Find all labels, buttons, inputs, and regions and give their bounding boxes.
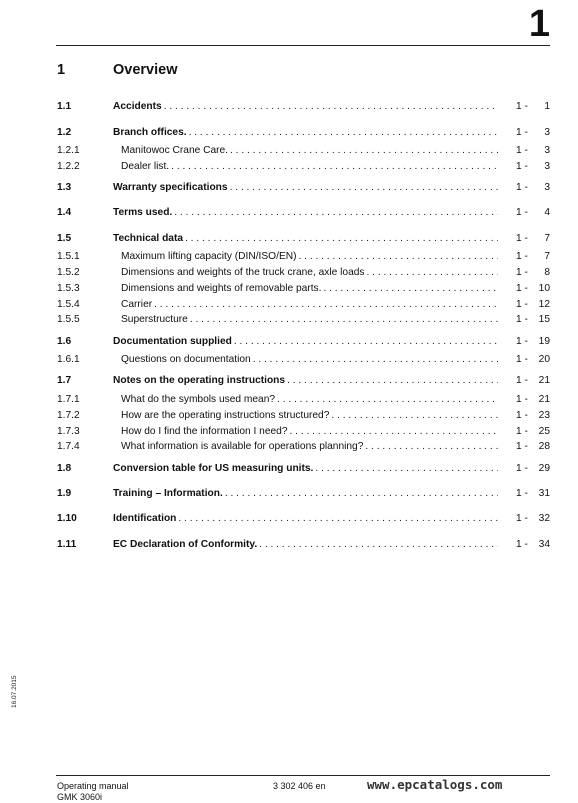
toc-page-number: 15 (538, 314, 550, 325)
toc-number: 1.9 (57, 488, 72, 499)
toc-dot-leader (253, 353, 498, 366)
toc-number: 1.10 (57, 513, 77, 524)
toc-row[interactable] (57, 298, 550, 311)
toc-chapter-prefix: 1 - (516, 441, 528, 452)
toc-dot-leader (234, 335, 498, 348)
toc-row[interactable] (57, 126, 550, 139)
toc-dot-leader (171, 160, 498, 173)
toc-title: Dealer list. (121, 161, 170, 172)
toc-dot-leader (299, 250, 499, 263)
header-divider (56, 45, 550, 46)
toc-page-number: 34 (538, 539, 550, 550)
toc-page-number: 12 (538, 299, 550, 310)
toc-chapter-prefix: 1 - (516, 463, 528, 474)
toc-page-number: 3 (544, 182, 550, 193)
toc-chapter-prefix: 1 - (516, 101, 528, 112)
toc-title: Superstructure (121, 314, 188, 325)
footer-doc-number: 3 302 406 en (273, 781, 326, 791)
toc-page-number: 21 (538, 394, 550, 405)
toc-title: Manitowoc Crane Care. (121, 145, 229, 156)
toc-dot-leader (367, 266, 499, 279)
toc-page-number: 31 (538, 488, 550, 499)
toc-number: 1.7.2 (57, 410, 80, 421)
toc-number: 1.2 (57, 127, 72, 138)
toc-title: Maximum lifting capacity (DIN/ISO/EN) (121, 251, 297, 262)
toc-title: Dimensions and weights of the truck crane, axle loads (121, 267, 365, 278)
toc-page-number: 1 (544, 101, 550, 112)
toc-chapter-prefix: 1 - (516, 161, 528, 172)
toc-row[interactable] (57, 440, 550, 453)
toc-number: 1.5.1 (57, 251, 80, 262)
toc-dot-leader (190, 313, 498, 326)
toc-entry (113, 126, 498, 139)
toc-row[interactable] (57, 374, 550, 387)
toc-row[interactable] (57, 425, 550, 438)
toc-number: 1.6.1 (57, 354, 80, 365)
toc-row[interactable] (57, 144, 550, 157)
toc-title: What information is available for operations planning? (121, 441, 364, 452)
toc-page-number: 20 (538, 354, 550, 365)
toc-row[interactable] (57, 409, 550, 422)
toc-row[interactable] (57, 462, 550, 475)
toc-entry (121, 353, 498, 366)
toc-number: 1.5.3 (57, 283, 80, 294)
toc-chapter-prefix: 1 - (516, 336, 528, 347)
toc-number: 1.7.3 (57, 426, 80, 437)
toc-title: How do I find the information I need? (121, 426, 288, 437)
toc-title: EC Declaration of Conformity. (113, 539, 258, 550)
watermark: www.epcatalogs.com (367, 777, 503, 792)
toc-dot-leader (178, 512, 498, 525)
toc-dot-leader (185, 232, 498, 245)
toc-page-number: 25 (538, 426, 550, 437)
toc-page-number: 10 (538, 283, 550, 294)
toc-title: Documentation supplied (113, 336, 232, 347)
toc-row[interactable] (57, 512, 550, 525)
toc-row[interactable] (57, 335, 550, 348)
toc-dot-leader (225, 487, 498, 500)
toc-entry (121, 282, 498, 295)
toc-entry (121, 144, 498, 157)
toc-entry (121, 266, 498, 279)
toc-title: Accidents (113, 101, 162, 112)
toc-chapter-prefix: 1 - (516, 354, 528, 365)
toc-dot-leader (365, 440, 498, 453)
toc-number: 1.1 (57, 101, 72, 112)
toc-page-number: 21 (538, 375, 550, 386)
toc-chapter-prefix: 1 - (516, 488, 528, 499)
toc-row[interactable] (57, 313, 550, 326)
toc-chapter-prefix: 1 - (516, 394, 528, 405)
toc-dot-leader (277, 393, 498, 406)
toc-chapter-prefix: 1 - (516, 267, 528, 278)
toc-title: Warranty specifications (113, 182, 228, 193)
chapter-heading-title: Overview (113, 62, 178, 78)
toc-title: Conversion table for US measuring units. (113, 463, 314, 474)
toc-chapter-prefix: 1 - (516, 314, 528, 325)
toc-row[interactable] (57, 353, 550, 366)
toc-entry (113, 335, 498, 348)
toc-entry (121, 440, 498, 453)
toc-number: 1.3 (57, 182, 72, 193)
toc-row[interactable] (57, 393, 550, 406)
toc-entry (113, 512, 498, 525)
toc-chapter-prefix: 1 - (516, 539, 528, 550)
toc-title: Terms used. (113, 207, 173, 218)
toc-page-number: 8 (544, 267, 550, 278)
toc-dot-leader (174, 206, 498, 219)
toc-number: 1.4 (57, 207, 72, 218)
footer-model: GMK 3060i (57, 792, 103, 802)
toc-number: 1.7 (57, 375, 72, 386)
toc-dot-leader (189, 126, 498, 139)
toc-number: 1.2.1 (57, 145, 80, 156)
toc-dot-leader (323, 282, 498, 295)
toc-entry (113, 181, 498, 194)
toc-entry (113, 374, 498, 387)
toc-entry (121, 298, 498, 311)
toc-row[interactable] (57, 100, 550, 113)
toc-page-number: 3 (544, 145, 550, 156)
chapter-number: 1 (528, 3, 550, 45)
toc-row[interactable] (57, 282, 550, 295)
toc-chapter-prefix: 1 - (516, 513, 528, 524)
toc-dot-leader (290, 425, 499, 438)
toc-entry (113, 232, 498, 245)
toc-number: 1.11 (57, 539, 77, 550)
toc-dot-leader (164, 100, 498, 113)
toc-title: How are the operating instructions structured? (121, 410, 330, 421)
toc-page-number: 4 (544, 207, 550, 218)
toc-page-number: 7 (544, 251, 550, 262)
toc-entry (113, 206, 498, 219)
toc-page-number: 29 (538, 463, 550, 474)
footer-divider (56, 775, 550, 776)
toc-number: 1.5 (57, 233, 72, 244)
toc-entry (121, 160, 498, 173)
toc-chapter-prefix: 1 - (516, 233, 528, 244)
toc-entry (121, 409, 498, 422)
toc-row[interactable] (57, 206, 550, 219)
toc-dot-leader (315, 462, 498, 475)
chapter-heading-number: 1 (57, 62, 66, 78)
toc-chapter-prefix: 1 - (516, 283, 528, 294)
toc-title: Technical data (113, 233, 184, 244)
toc-title: Carrier (121, 299, 153, 310)
toc-page-number: 3 (544, 127, 550, 138)
toc-title: What do the symbols used mean? (121, 394, 276, 405)
toc-dot-leader (287, 374, 498, 387)
toc-page-number: 19 (538, 336, 550, 347)
toc-page-number: 23 (538, 410, 550, 421)
toc-title: Branch offices. (113, 127, 187, 138)
toc-title: Identification (113, 513, 177, 524)
toc-dot-leader (230, 181, 498, 194)
toc-dot-leader (259, 538, 498, 551)
toc-chapter-prefix: 1 - (516, 410, 528, 421)
toc-row[interactable] (57, 250, 550, 263)
toc-dot-leader (331, 409, 498, 422)
footer-manual-label: Operating manual (57, 781, 129, 791)
toc-row[interactable] (57, 266, 550, 279)
toc-chapter-prefix: 1 - (516, 127, 528, 138)
toc-chapter-prefix: 1 - (516, 182, 528, 193)
side-date: 16.07.2015 (11, 675, 18, 708)
toc-number: 1.8 (57, 463, 72, 474)
toc-row[interactable] (57, 160, 550, 173)
toc-page-number: 3 (544, 161, 550, 172)
toc-title: Dimensions and weights of removable parts. (121, 283, 322, 294)
toc-row[interactable] (57, 181, 550, 194)
toc-number: 1.7.4 (57, 441, 80, 452)
toc-number: 1.5.4 (57, 299, 80, 310)
toc-title: Questions on documentation (121, 354, 251, 365)
toc-page-number: 7 (544, 233, 550, 244)
toc-entry (121, 425, 498, 438)
toc-chapter-prefix: 1 - (516, 299, 528, 310)
toc-page-number: 28 (538, 441, 550, 452)
toc-row[interactable] (57, 538, 550, 551)
toc-entry (121, 313, 498, 326)
toc-row[interactable] (57, 232, 550, 245)
toc-number: 1.2.2 (57, 161, 80, 172)
toc-entry (121, 393, 498, 406)
toc-entry (113, 538, 498, 551)
toc-number: 1.7.1 (57, 394, 80, 405)
toc-dot-leader (154, 298, 498, 311)
toc-entry (113, 462, 498, 475)
toc-chapter-prefix: 1 - (516, 375, 528, 386)
toc-number: 1.6 (57, 336, 72, 347)
toc-title: Training – Information. (113, 488, 223, 499)
toc-chapter-prefix: 1 - (516, 145, 528, 156)
toc-entry (113, 487, 498, 500)
toc-chapter-prefix: 1 - (516, 207, 528, 218)
toc-chapter-prefix: 1 - (516, 251, 528, 262)
toc-chapter-prefix: 1 - (516, 426, 528, 437)
toc-entry (113, 100, 498, 113)
footer-manual-info (57, 781, 129, 803)
toc-dot-leader (230, 144, 498, 157)
toc-number: 1.5.5 (57, 314, 80, 325)
toc-page-number: 32 (538, 513, 550, 524)
toc-number: 1.5.2 (57, 267, 80, 278)
toc-entry (121, 250, 498, 263)
toc-title: Notes on the operating instructions (113, 375, 286, 386)
toc-row[interactable] (57, 487, 550, 500)
